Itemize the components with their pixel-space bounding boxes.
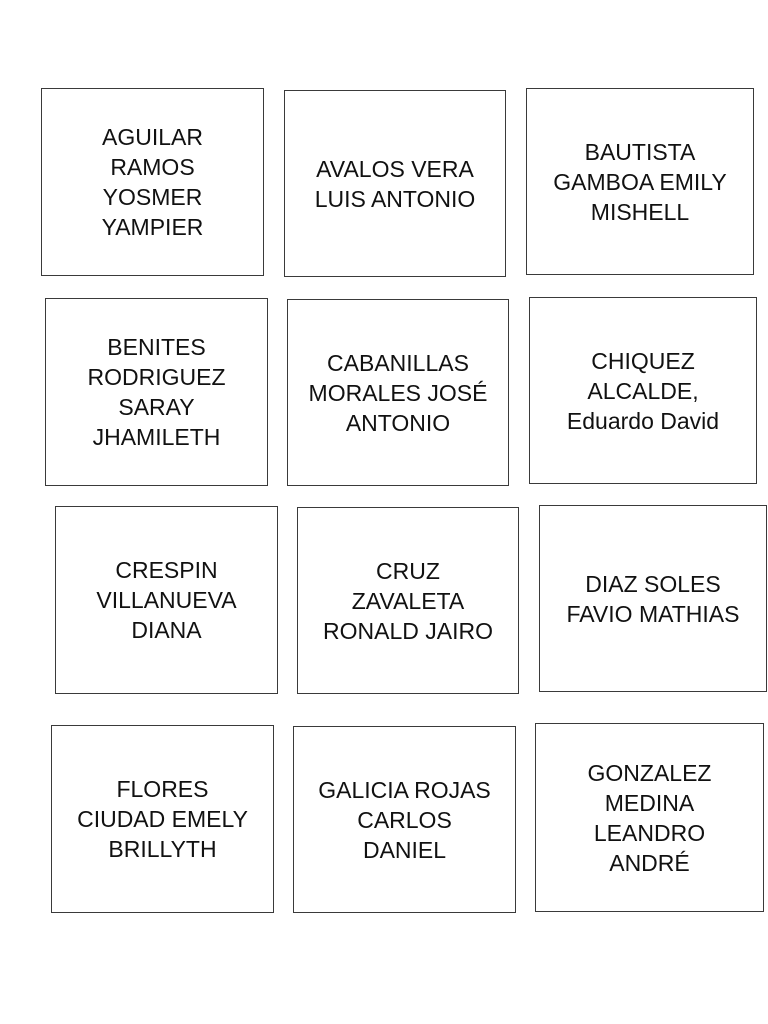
name-card-text: GALICIA ROJAS CARLOS DANIEL	[318, 776, 491, 863]
name-card	[297, 507, 519, 694]
name-card	[51, 725, 274, 913]
name-card	[284, 90, 506, 277]
name-card	[526, 88, 754, 275]
name-card	[529, 297, 757, 484]
name-card	[45, 298, 268, 486]
name-card-text: AVALOS VERA LUIS ANTONIO	[314, 155, 476, 212]
name-card	[293, 726, 516, 913]
name-card-text: BENITES RODRIGUEZ SARAY JHAMILETH	[87, 334, 226, 450]
name-card-text: CHIQUEZ ALCALDE, Eduardo David	[566, 347, 720, 434]
name-card	[41, 88, 264, 276]
name-card-text: CABANILLAS MORALES JOSÉ ANTONIO	[308, 349, 488, 436]
name-card-text: GONZALEZ MEDINA LEANDRO ANDRÉ	[587, 759, 712, 876]
name-card-text: DIAZ SOLES FAVIO MATHIAS	[566, 570, 740, 627]
name-card-text: FLORES CIUDAD EMELY BRILLYTH	[77, 776, 248, 862]
name-card-text: CRUZ ZAVALETA RONALD JAIRO	[323, 557, 493, 644]
name-card	[287, 299, 509, 486]
name-card	[535, 723, 764, 912]
name-card	[539, 505, 767, 692]
name-card-text: BAUTISTA GAMBOA EMILY MISHELL	[553, 138, 727, 225]
name-card	[55, 506, 278, 694]
name-card-text: CRESPIN VILLANUEVA DIANA	[96, 557, 237, 643]
name-card-text: AGUILAR RAMOS YOSMER YAMPIER	[101, 124, 204, 240]
